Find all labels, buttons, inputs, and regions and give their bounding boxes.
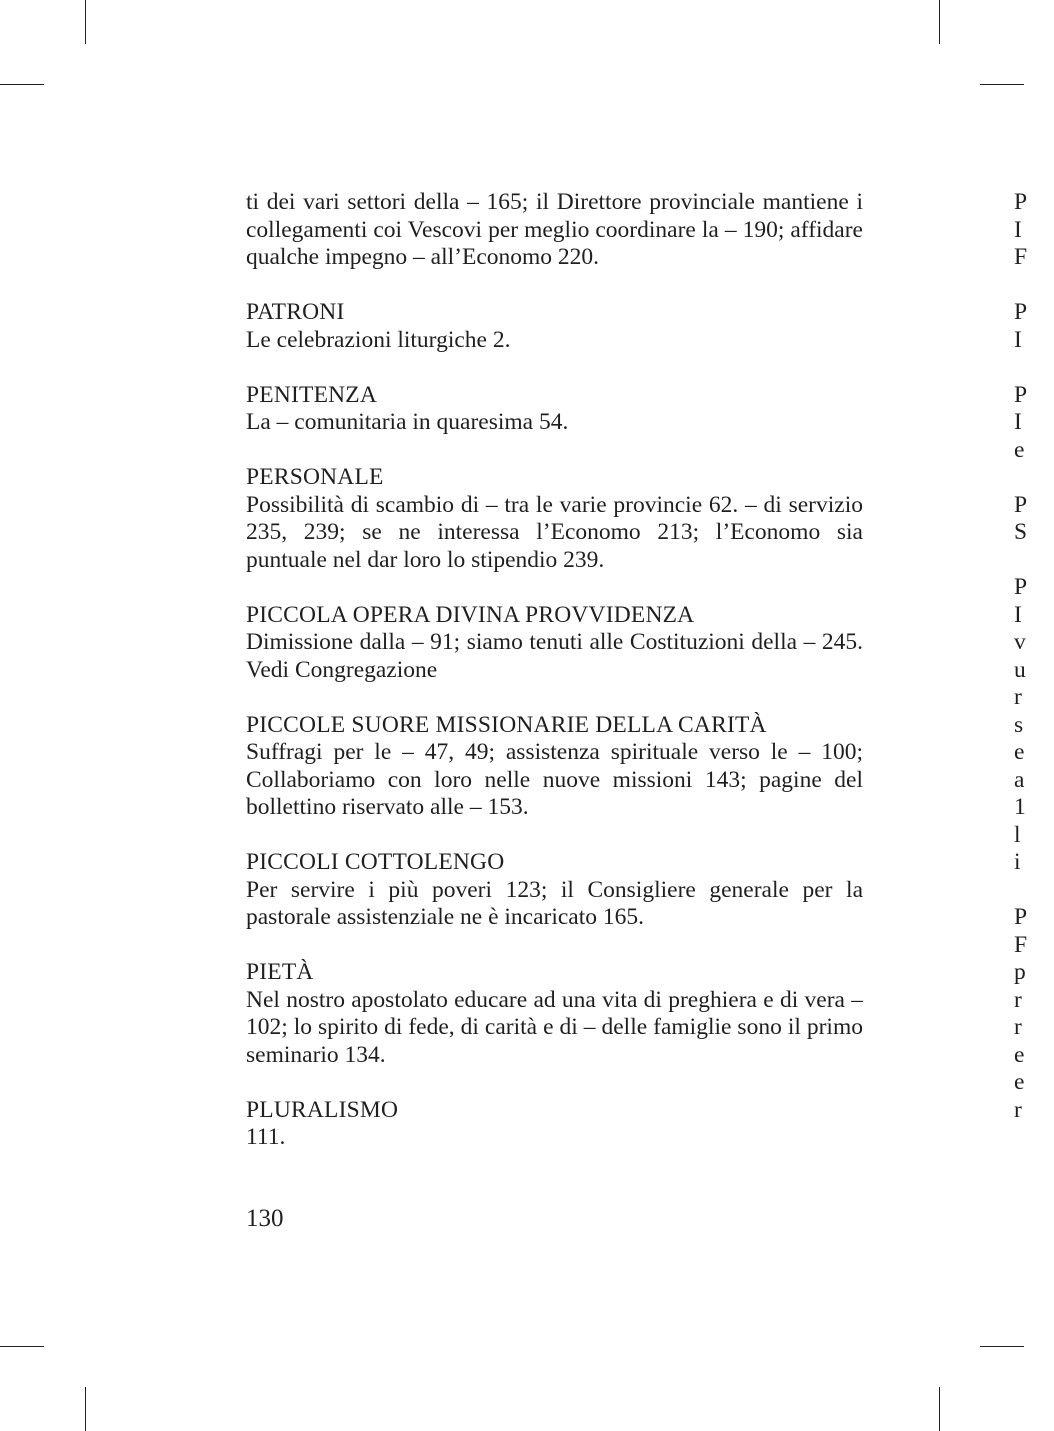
entry-heading: PICCOLA OPERA DIVINA PROVVIDENZA xyxy=(246,601,695,628)
entry-heading: PERSONALE xyxy=(246,464,384,490)
adjacent-line-fragment: S xyxy=(1014,519,1028,545)
adjacent-line-fragment: r xyxy=(1014,986,1022,1013)
adjacent-line-fragment: r xyxy=(1014,1096,1022,1123)
adjacent-line-fragment: l xyxy=(1014,821,1021,848)
index-entry-pieta xyxy=(246,959,863,1069)
crop-mark-top-right-h xyxy=(980,84,1024,85)
adjacent-gap xyxy=(1014,272,1054,300)
adjacent-line-fragment: P xyxy=(1014,381,1028,408)
entry-references: Dimissione dalla – 91; siamo tenuti alle Costituzioni della – 245. Vedi Congregazione xyxy=(246,629,863,683)
entry-heading: PIETÀ xyxy=(246,959,314,985)
entry-references: La – comunitaria in quaresima 54. xyxy=(246,409,569,435)
index-entry-personale xyxy=(246,464,863,574)
entry-references: Suffragi per le – 47, 49; assistenza spirituale verso le – 100; Collaboriamo con loro nelle nuove missioni 143; pagine del bollettino riservato alle – 153. xyxy=(246,739,863,820)
index-entry-piccole-suore xyxy=(246,712,863,822)
adjacent-page-column-clipped xyxy=(1014,189,1054,1124)
entry-references: Le celebrazioni liturgiche 2. xyxy=(246,326,511,353)
adjacent-line-fragment: P xyxy=(1014,491,1028,518)
entry-heading: PLURALISMO xyxy=(246,1096,399,1123)
index-entry-piccola-opera xyxy=(246,602,863,685)
index-entry-penitenza xyxy=(246,382,863,437)
adjacent-line-fragment: p xyxy=(1014,959,1026,985)
crop-mark-top-left xyxy=(85,0,86,44)
index-entry-pluralismo xyxy=(246,1097,863,1152)
adjacent-line-fragment: P xyxy=(1014,189,1028,215)
adjacent-line-fragment: I xyxy=(1014,601,1022,628)
entry-references: 111. xyxy=(246,1124,286,1150)
adjacent-line-fragment: I xyxy=(1014,326,1022,353)
adjacent-line-fragment: i xyxy=(1014,849,1021,875)
adjacent-line-fragment: u xyxy=(1014,656,1026,683)
adjacent-line-fragment: P xyxy=(1014,299,1028,325)
adjacent-gap xyxy=(1014,464,1054,492)
adjacent-line-fragment: e xyxy=(1014,1041,1025,1068)
adjacent-line-fragment: P xyxy=(1014,904,1028,930)
adjacent-line-fragment: e xyxy=(1014,436,1025,463)
adjacent-line-fragment: 1 xyxy=(1014,794,1026,820)
entry-references: Possibilità di scambio di – tra le varie provincie 62. – di servizio 235, 239; se ne interessa l’Economo 213; l’Economo sia puntuale nel dar loro lo stipendio 239. xyxy=(246,491,863,573)
entry-references: Nel nostro apostolato educare ad una vita di preghiera e di vera – 102; lo spirito di fede, di carità e di – delle famiglie sono il primo seminario 134. xyxy=(246,986,863,1068)
crop-mark-top-left-h xyxy=(0,84,44,85)
entry-heading: PENITENZA xyxy=(246,381,378,408)
adjacent-line-fragment: v xyxy=(1014,629,1026,655)
entry-heading: PICCOLE SUORE MISSIONARIE DELLA CARITÀ xyxy=(246,711,767,738)
index-entry-piccoli-cottolengo xyxy=(246,849,863,932)
page-number: 130 xyxy=(246,1205,284,1232)
adjacent-line-fragment: e xyxy=(1014,1069,1025,1095)
index-entry-patroni xyxy=(246,299,863,354)
index-column xyxy=(246,189,863,1152)
adjacent-line-fragment: I xyxy=(1014,409,1022,435)
crop-mark-bottom-left xyxy=(85,1387,86,1431)
adjacent-gap xyxy=(1014,877,1054,905)
crop-mark-bottom-right-h xyxy=(980,1346,1024,1347)
adjacent-gap xyxy=(1014,354,1054,382)
continued-entry-text: ti dei vari settori della – 165; il Direttore provinciale mantiene i collegamenti coi Vescovi per meglio coordinare la – 190; affidare qualche impegno – all’Economo 220. xyxy=(246,189,863,270)
entry-heading: PICCOLI COTTOLENGO xyxy=(246,849,505,875)
adjacent-line-fragment: e xyxy=(1014,739,1025,765)
adjacent-line-fragment: a xyxy=(1014,766,1025,793)
entry-references: Per servire i più poveri 123; il Consigliere generale per la pastorale assistenziale ne è incaricato 165. xyxy=(246,876,863,930)
adjacent-line-fragment: P xyxy=(1014,574,1028,600)
adjacent-line-fragment: s xyxy=(1014,711,1024,738)
adjacent-line-fragment: r xyxy=(1014,684,1022,710)
adjacent-gap xyxy=(1014,547,1054,575)
adjacent-line-fragment: F xyxy=(1014,244,1028,270)
crop-mark-top-right xyxy=(939,0,940,44)
adjacent-line-fragment: I xyxy=(1014,216,1022,243)
crop-mark-bottom-right xyxy=(939,1387,940,1431)
adjacent-line-fragment: r xyxy=(1014,1014,1022,1040)
entry-heading: PATRONI xyxy=(246,299,345,325)
crop-mark-bottom-left-h xyxy=(0,1346,44,1347)
adjacent-line-fragment: F xyxy=(1014,931,1028,958)
